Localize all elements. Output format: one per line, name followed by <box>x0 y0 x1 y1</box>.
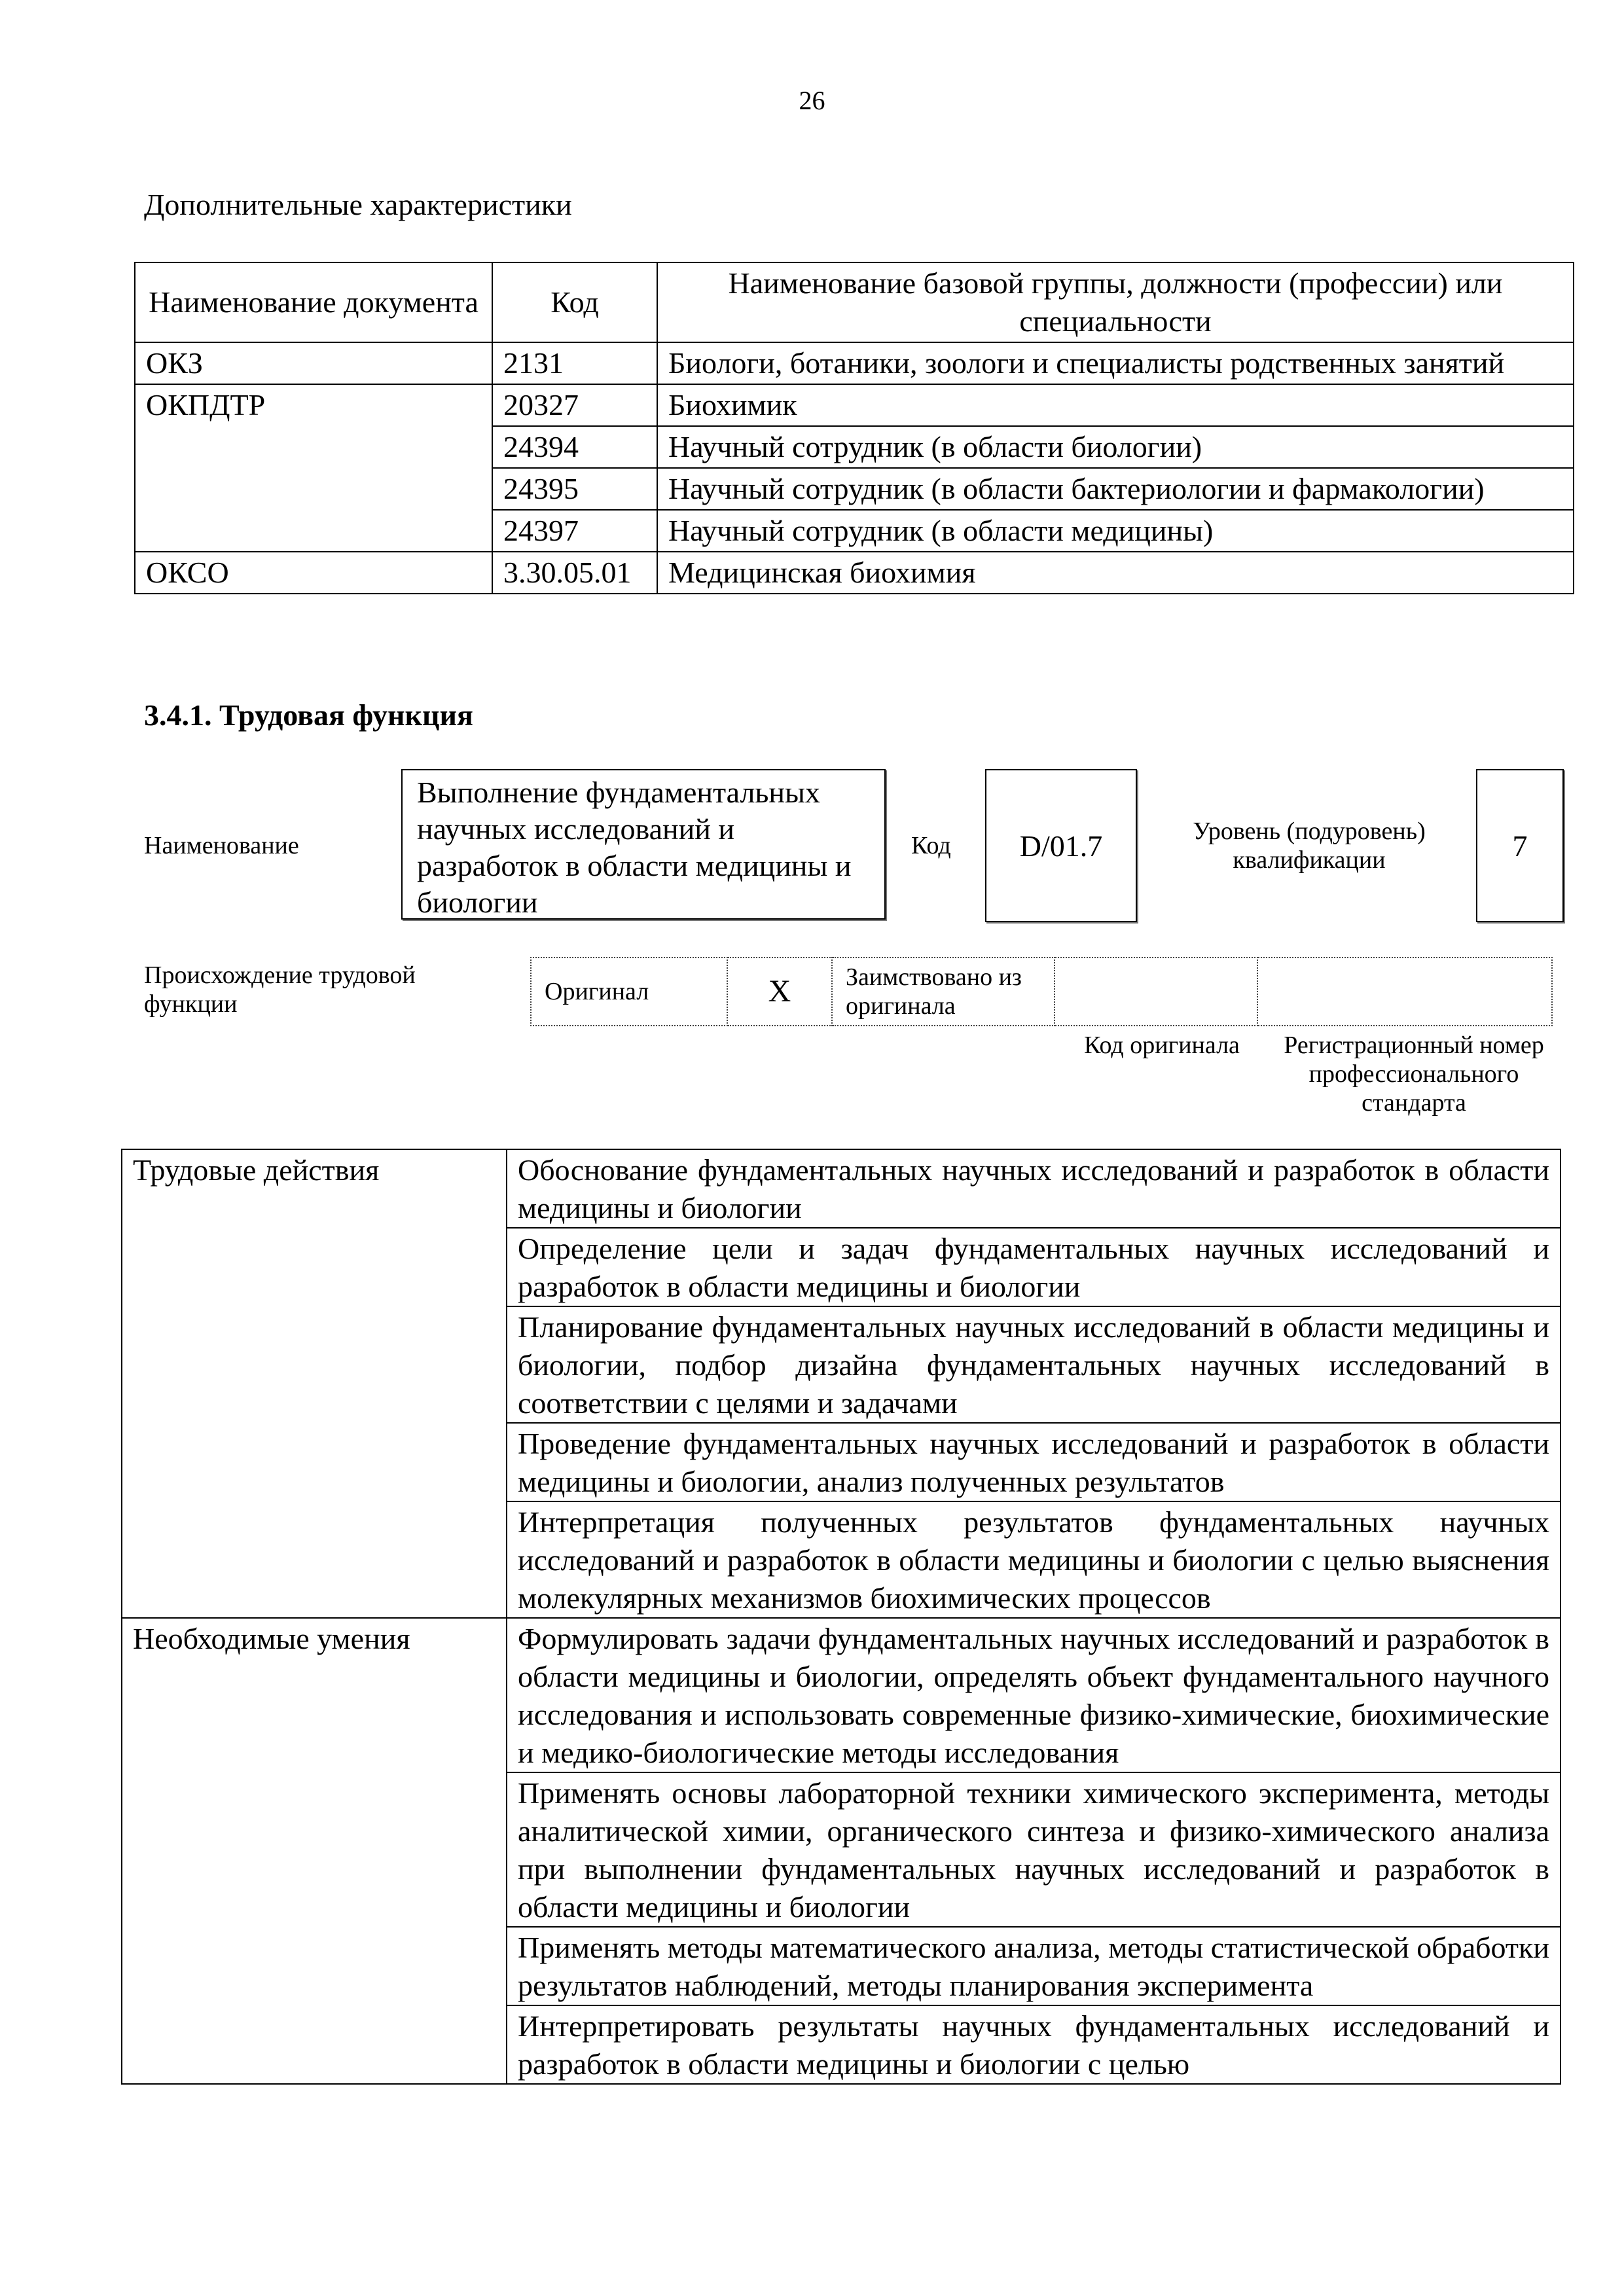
skill-item: Интерпретировать результаты научных фундаментальных исследований и разработок в области медицины и биологии с целью <box>507 2005 1561 2084</box>
code-cell: 24394 <box>492 426 657 468</box>
characteristics-table <box>134 262 1574 594</box>
labor-action-item: Проведение фундаментальных научных исследований и разработок в области медицины и биологии, анализ полученных результатов <box>507 1423 1561 1501</box>
name-cell: Научный сотрудник (в области биологии) <box>657 426 1574 468</box>
original-label: Оригинал <box>531 958 727 1026</box>
doc-cell: ОКСО <box>135 552 492 594</box>
name-cell: Биологи, ботаники, зоологи и специалисты родственных занятий <box>657 342 1574 384</box>
registration-number-cell <box>1257 958 1552 1026</box>
original-code-cell <box>1055 958 1257 1026</box>
code-cell: 20327 <box>492 384 657 426</box>
name-cell: Научный сотрудник (в области медицины) <box>657 510 1574 552</box>
function-name-box: Выполнение фундаментальных научных исследований и разработок в области медицины и биологии <box>401 769 886 920</box>
origin-label: Происхождение трудовой функции <box>144 961 416 1018</box>
labor-action-item: Интерпретация полученных результатов фундаментальных научных исследований и разработок в области медицины и биологии с целью выяснения молекулярных механизмов биохимических процессов <box>507 1501 1561 1618</box>
code-cell: 2131 <box>492 342 657 384</box>
name-cell: Биохимик <box>657 384 1574 426</box>
doc-cell: ОКЗ <box>135 342 492 384</box>
function-details-table <box>121 1149 1561 2085</box>
labor-action-item: Обоснование фундаментальных научных исследований и разработок в области медицины и биологии <box>507 1149 1561 1228</box>
labor-action-item: Определение цели и задач фундаментальных научных исследований и разработок в области медицины и биологии <box>507 1228 1561 1306</box>
origin-table <box>530 957 1553 1026</box>
name-cell: Медицинская биохимия <box>657 552 1574 594</box>
code-cell: 3.30.05.01 <box>492 552 657 594</box>
skill-item: Применять основы лабораторной техники химического эксперимента, методы аналитической химии, органического синтеза и физико-химического анализа при выполнении фундаментальных научных исследований и разработок в области медицины и биологии <box>507 1772 1561 1927</box>
code-cell: 24395 <box>492 468 657 510</box>
code-cell: 24397 <box>492 510 657 552</box>
skill-item: Формулировать задачи фундаментальных научных исследований и разработок в области медицины и биологии, определять объект фундаментального научного исследования и использовать современные физико-химические, биохимические и медико-биологические методы исследования <box>507 1618 1561 1772</box>
table-row <box>135 552 1574 594</box>
qualification-level-box: 7 <box>1476 769 1564 922</box>
skill-item: Применять методы математического анализа, методы статистической обработки результатов наблюдений, методы планирования эксперимента <box>507 1927 1561 2005</box>
registration-number-caption: Регистрационный номер профессионального стандарта <box>1284 1031 1544 1117</box>
header-name: Наименование базовой группы, должности (профессии) или специальности <box>657 262 1574 342</box>
labor-function-heading: 3.4.1. Трудовая функция <box>144 698 473 732</box>
function-code-box: D/01.7 <box>985 769 1137 922</box>
header-doc: Наименование документа <box>135 262 492 342</box>
name-cell: Научный сотрудник (в области бактериологии и фармакологии) <box>657 468 1574 510</box>
page-number: 26 <box>799 86 825 115</box>
table-row <box>122 1618 1561 1772</box>
additional-characteristics-heading: Дополнительные характеристики <box>144 188 572 221</box>
original-mark: X <box>727 958 832 1026</box>
code-label: Код <box>911 832 951 859</box>
qualification-level-label: Уровень (подуровень) квалификации <box>1193 817 1426 874</box>
table-row <box>122 1149 1561 1228</box>
borrowed-label: Заимствовано из оригинала <box>832 958 1055 1026</box>
required-skills-label: Необходимые умения <box>122 1618 507 2084</box>
labor-action-item: Планирование фундаментальных научных исследований в области медицины и биологии, подбор дизайна фундаментальных научных исследований в соответствии с целями и задачами <box>507 1306 1561 1423</box>
table-row <box>135 342 1574 384</box>
header-code: Код <box>492 262 657 342</box>
name-label: Наименование <box>144 832 299 859</box>
table-header-row <box>135 262 1574 342</box>
doc-cell: ОКПДТР <box>135 384 492 552</box>
labor-actions-label: Трудовые действия <box>122 1149 507 1618</box>
original-code-caption: Код оригинала <box>1084 1031 1240 1059</box>
table-row <box>135 384 1574 426</box>
